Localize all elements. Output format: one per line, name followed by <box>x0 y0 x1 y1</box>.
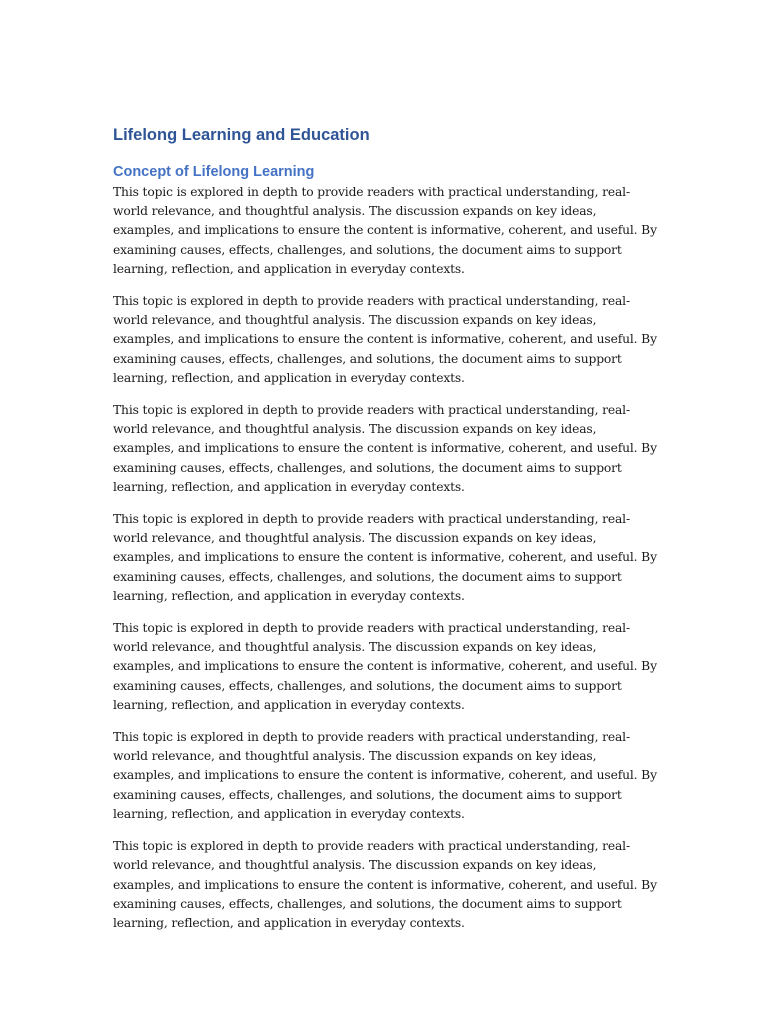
body-paragraph: This topic is explored in depth to provide readers with practical understanding, real-world relevance, and thoughtful analysis. The discussion expands on key ideas, examples, and implications to ensure the content is informative, coherent, and useful. By examining causes, effects, challenges, and solutions, the document aims to support learning, reflection, and application in everyday contexts. <box>113 621 657 712</box>
section-heading: Concept of Lifelong Learning <box>113 164 315 180</box>
body-paragraph: This topic is explored in depth to provide readers with practical understanding, real-world relevance, and thoughtful analysis. The discussion expands on key ideas, examples, and implications to ensure the content is informative, coherent, and useful. By examining causes, effects, challenges, and solutions, the document aims to support learning, reflection, and application in everyday contexts. <box>113 185 657 276</box>
body-paragraph: This topic is explored in depth to provide readers with practical understanding, real-world relevance, and thoughtful analysis. The discussion expands on key ideas, examples, and implications to ensure the content is informative, coherent, and useful. By examining causes, effects, challenges, and solutions, the document aims to support learning, reflection, and application in everyday contexts. <box>113 512 657 603</box>
body-paragraph: This topic is explored in depth to provide readers with practical understanding, real-world relevance, and thoughtful analysis. The discussion expands on key ideas, examples, and implications to ensure the content is informative, coherent, and useful. By examining causes, effects, challenges, and solutions, the document aims to support learning, reflection, and application in everyday contexts. <box>113 294 657 385</box>
document-title: Lifelong Learning and Education <box>113 126 370 144</box>
body-paragraph: This topic is explored in depth to provide readers with practical understanding, real-world relevance, and thoughtful analysis. The discussion expands on key ideas, examples, and implications to ensure the content is informative, coherent, and useful. By examining causes, effects, challenges, and solutions, the document aims to support learning, reflection, and application in everyday contexts. <box>113 839 657 930</box>
body-paragraph: This topic is explored in depth to provide readers with practical understanding, real-world relevance, and thoughtful analysis. The discussion expands on key ideas, examples, and implications to ensure the content is informative, coherent, and useful. By examining causes, effects, challenges, and solutions, the document aims to support learning, reflection, and application in everyday contexts. <box>113 730 657 821</box>
document-body <box>113 124 658 946</box>
body-paragraph: This topic is explored in depth to provide readers with practical understanding, real-world relevance, and thoughtful analysis. The discussion expands on key ideas, examples, and implications to ensure the content is informative, coherent, and useful. By examining causes, effects, challenges, and solutions, the document aims to support learning, reflection, and application in everyday contexts. <box>113 403 657 494</box>
